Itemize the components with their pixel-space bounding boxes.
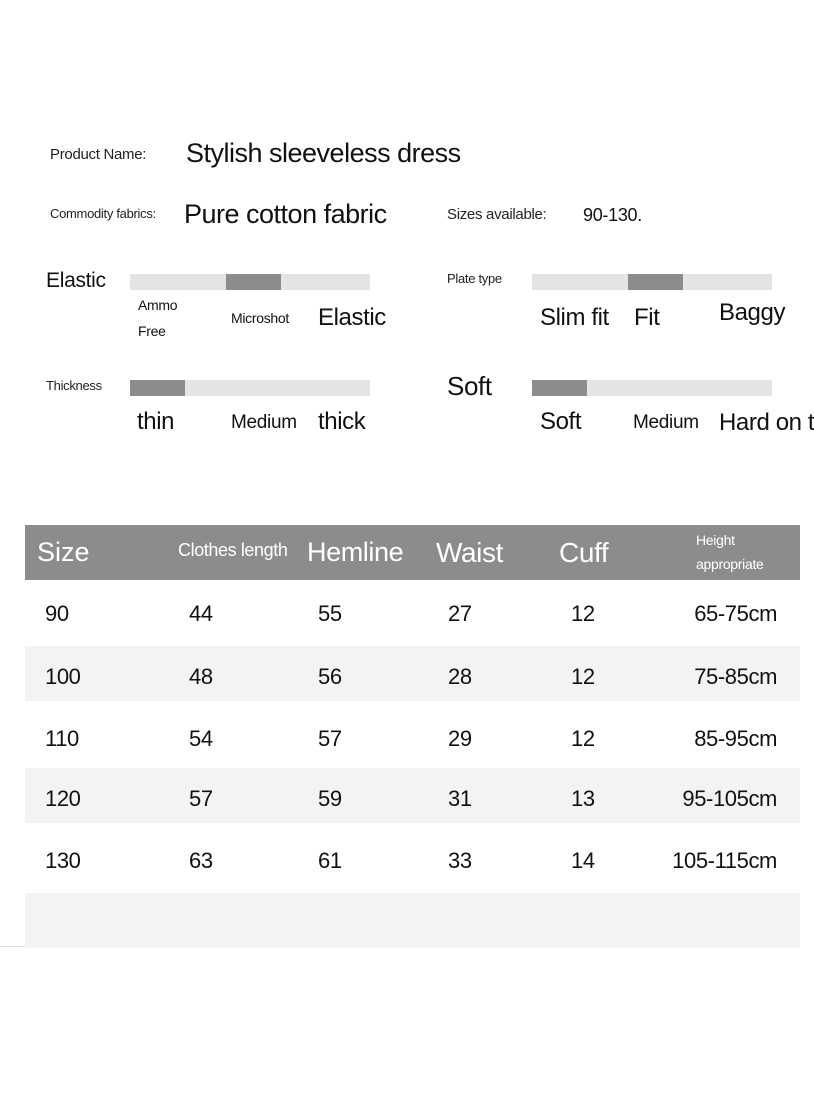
soft-scale-fill <box>532 380 587 396</box>
header-cuff: Cuff <box>559 537 609 568</box>
table-cell: 12 <box>571 664 595 689</box>
header-height-appropriate: Height appropriate <box>696 532 764 572</box>
elastic-option-microshot: Microshot <box>231 310 289 326</box>
elastic-option-ammo-free: Ammo Free <box>138 297 178 339</box>
header-hemline: Hemline <box>307 537 404 567</box>
header-clothes-length: Clothes length <box>178 540 288 560</box>
soft-option-medium: Medium <box>633 412 699 433</box>
table-cell: 105-115cm <box>672 848 777 873</box>
table-cell: 57 <box>189 786 213 811</box>
table-cell: 13 <box>571 786 595 811</box>
table-cell: 54 <box>189 726 213 751</box>
thickness-label: Thickness <box>46 378 102 393</box>
table-cell: 29 <box>448 726 472 751</box>
plate-option-baggy: Baggy <box>719 299 786 326</box>
table-cell: 56 <box>318 664 342 689</box>
elastic-option-elastic: Elastic <box>318 304 386 331</box>
table-cell: 57 <box>318 726 342 751</box>
size-table-header <box>25 525 800 580</box>
table-cell: 28 <box>448 664 472 689</box>
table-cell: 75-85cm <box>694 664 777 689</box>
table-cell: 12 <box>571 601 595 626</box>
plate-type-scale-fill <box>628 274 683 290</box>
table-cell: 12 <box>571 726 595 751</box>
table-row-band <box>25 646 800 701</box>
header-waist: Waist <box>436 537 503 568</box>
plate-type-scale <box>532 274 772 290</box>
table-cell: 120 <box>45 786 81 811</box>
thickness-scale <box>130 380 370 396</box>
product-name-label: Product Name: <box>50 146 147 163</box>
table-cell: 33 <box>448 848 472 873</box>
thickness-option-thick: thick <box>318 408 366 435</box>
soft-option-soft: Soft <box>540 408 582 435</box>
soft-scale <box>532 380 772 396</box>
table-cell: 44 <box>189 601 213 626</box>
soft-label: Soft <box>447 371 492 401</box>
sizes-label: Sizes available: <box>447 206 547 223</box>
table-cell: 130 <box>45 848 81 873</box>
fabric-value: Pure cotton fabric <box>184 199 387 229</box>
elastic-scale <box>130 274 370 290</box>
thickness-option-medium: Medium <box>231 412 297 433</box>
table-cell: 55 <box>318 601 342 626</box>
soft-option-hard: Hard on t <box>719 409 814 436</box>
thickness-option-thin: thin <box>137 408 175 435</box>
fabric-label: Commodity fabrics: <box>50 206 156 221</box>
plate-option-slim-fit: Slim fit <box>540 304 609 331</box>
table-cell: 90 <box>45 601 69 626</box>
table-cell: 63 <box>189 848 213 873</box>
plate-option-fit: Fit <box>634 304 660 331</box>
thickness-scale-fill <box>130 380 185 396</box>
table-cell: 48 <box>189 664 213 689</box>
table-cell: 95-105cm <box>682 786 777 811</box>
table-cell: 14 <box>571 848 595 873</box>
table-row-band <box>25 893 800 948</box>
sizes-value: 90-130. <box>583 205 642 225</box>
table-cell: 110 <box>45 726 79 751</box>
elastic-label: Elastic <box>46 269 106 292</box>
table-cell: 85-95cm <box>694 726 777 751</box>
table-cell: 31 <box>448 786 472 811</box>
table-cell: 65-75cm <box>694 601 777 626</box>
table-cell: 100 <box>45 664 81 689</box>
plate-type-label: Plate type <box>447 271 502 286</box>
table-cell: 61 <box>318 848 342 873</box>
table-cell: 59 <box>318 786 342 811</box>
elastic-scale-fill <box>226 274 281 290</box>
header-size: Size <box>37 537 90 567</box>
divider <box>0 946 25 947</box>
table-cell: 27 <box>448 601 472 626</box>
product-name-value: Stylish sleeveless dress <box>186 138 461 168</box>
